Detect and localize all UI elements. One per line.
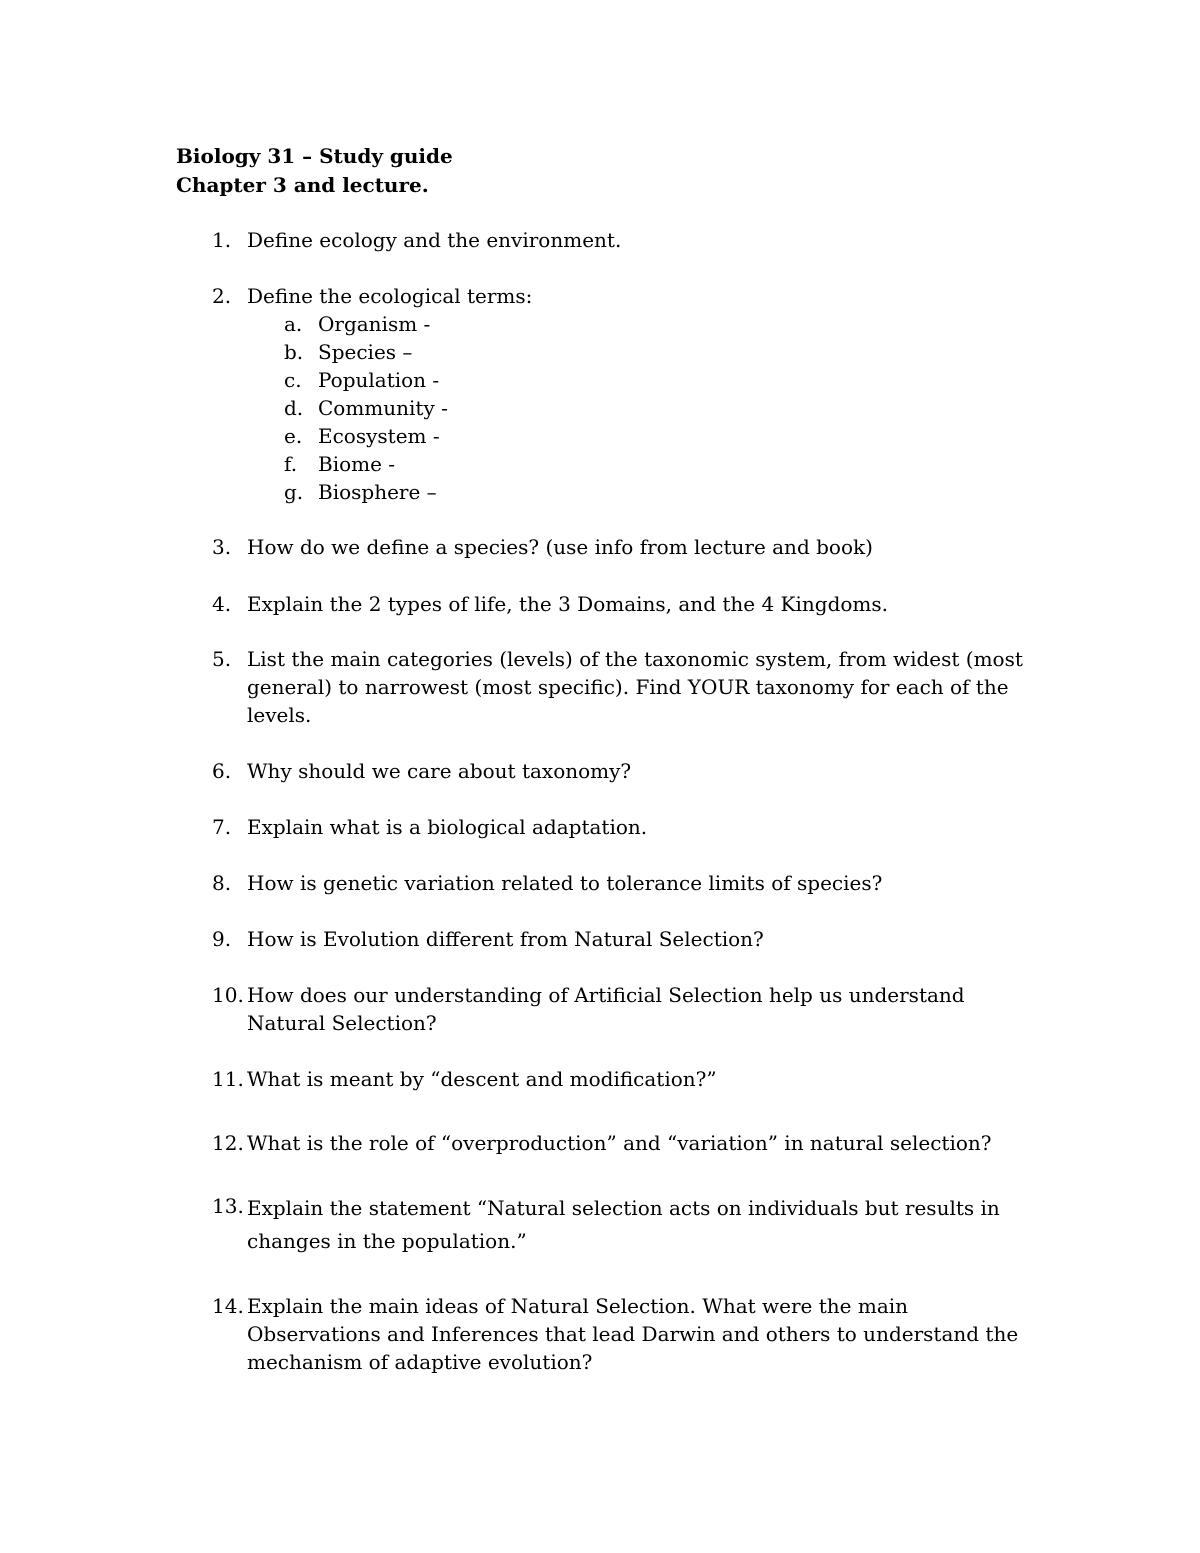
term-letter: f. (284, 452, 298, 476)
question-5 (212, 645, 1032, 729)
question-number: 13. (212, 1194, 244, 1218)
question-8 (212, 869, 1032, 897)
question-number: 2. (212, 284, 232, 308)
question-text: Explain the main ideas of Natural Selection. What were the main Observations and Inferences that lead Darwin and others to understand the mechanism of adaptive evolution? (247, 1294, 1019, 1374)
term-letter: g. (284, 480, 304, 504)
term-text: Biosphere – (318, 480, 437, 504)
question-7 (212, 813, 1032, 841)
term-text: Population - (318, 368, 440, 392)
question-text: List the main categories (levels) of the taxonomic system, from widest (most general) to narrowest (most specific). Find YOUR taxonomy for each of the levels. (247, 647, 1023, 727)
question-text: Explain the statement “Natural selection acts on individuals but results in changes in the population.” (247, 1196, 1000, 1253)
question-text: How is Evolution different from Natural Selection? (247, 927, 764, 951)
term-text: Biome - (318, 452, 396, 476)
question-number: 6. (212, 759, 232, 783)
term-text: Community - (318, 396, 448, 420)
term-letter: a. (284, 312, 303, 336)
question-text: How is genetic variation related to tolerance limits of species? (247, 871, 883, 895)
question-9 (212, 925, 1032, 953)
question-10 (212, 981, 1032, 1037)
question-number: 3. (212, 535, 232, 559)
document-title: Biology 31 – Study guide (176, 144, 453, 168)
term-letter: b. (284, 340, 304, 364)
question-1 (212, 226, 1032, 254)
question-13 (212, 1192, 1032, 1258)
question-number: 4. (212, 592, 232, 616)
term-text: Species – (318, 340, 413, 364)
question-number: 5. (212, 647, 232, 671)
question-11 (212, 1065, 1032, 1093)
question-number: 12. (212, 1131, 244, 1155)
question-text: Explain the 2 types of life, the 3 Domains, and the 4 Kingdoms. (247, 592, 888, 616)
question-number: 8. (212, 871, 232, 895)
question-text: Define ecology and the environment. (247, 228, 622, 252)
term-text: Organism - (318, 312, 431, 336)
question-2 (212, 282, 1032, 310)
question-number: 9. (212, 927, 232, 951)
question-number: 14. (212, 1294, 244, 1318)
question-3 (212, 533, 1032, 561)
question-number: 11. (212, 1067, 244, 1091)
document-subtitle: Chapter 3 and lecture. (176, 173, 429, 197)
question-text: What is meant by “descent and modification?” (247, 1067, 717, 1091)
question-text: How does our understanding of Artificial Selection help us understand Natural Selection? (247, 983, 965, 1035)
question-6 (212, 757, 1032, 785)
term-letter: d. (284, 396, 304, 420)
question-number: 1. (212, 228, 232, 252)
term-letter: e. (284, 424, 303, 448)
question-number: 7. (212, 815, 232, 839)
question-text: Why should we care about taxonomy? (247, 759, 632, 783)
question-12 (212, 1129, 1032, 1157)
term-letter: c. (284, 368, 302, 392)
question-text: What is the role of “overproduction” and “variation” in natural selection? (247, 1131, 992, 1155)
question-4 (212, 590, 1032, 618)
question-number: 10. (212, 983, 244, 1007)
question-14 (212, 1292, 1032, 1376)
question-text: Define the ecological terms: (247, 284, 533, 308)
question-text: Explain what is a biological adaptation. (247, 815, 648, 839)
question-text: How do we define a species? (use info from lecture and book) (247, 535, 873, 559)
term-text: Ecosystem - (318, 424, 440, 448)
